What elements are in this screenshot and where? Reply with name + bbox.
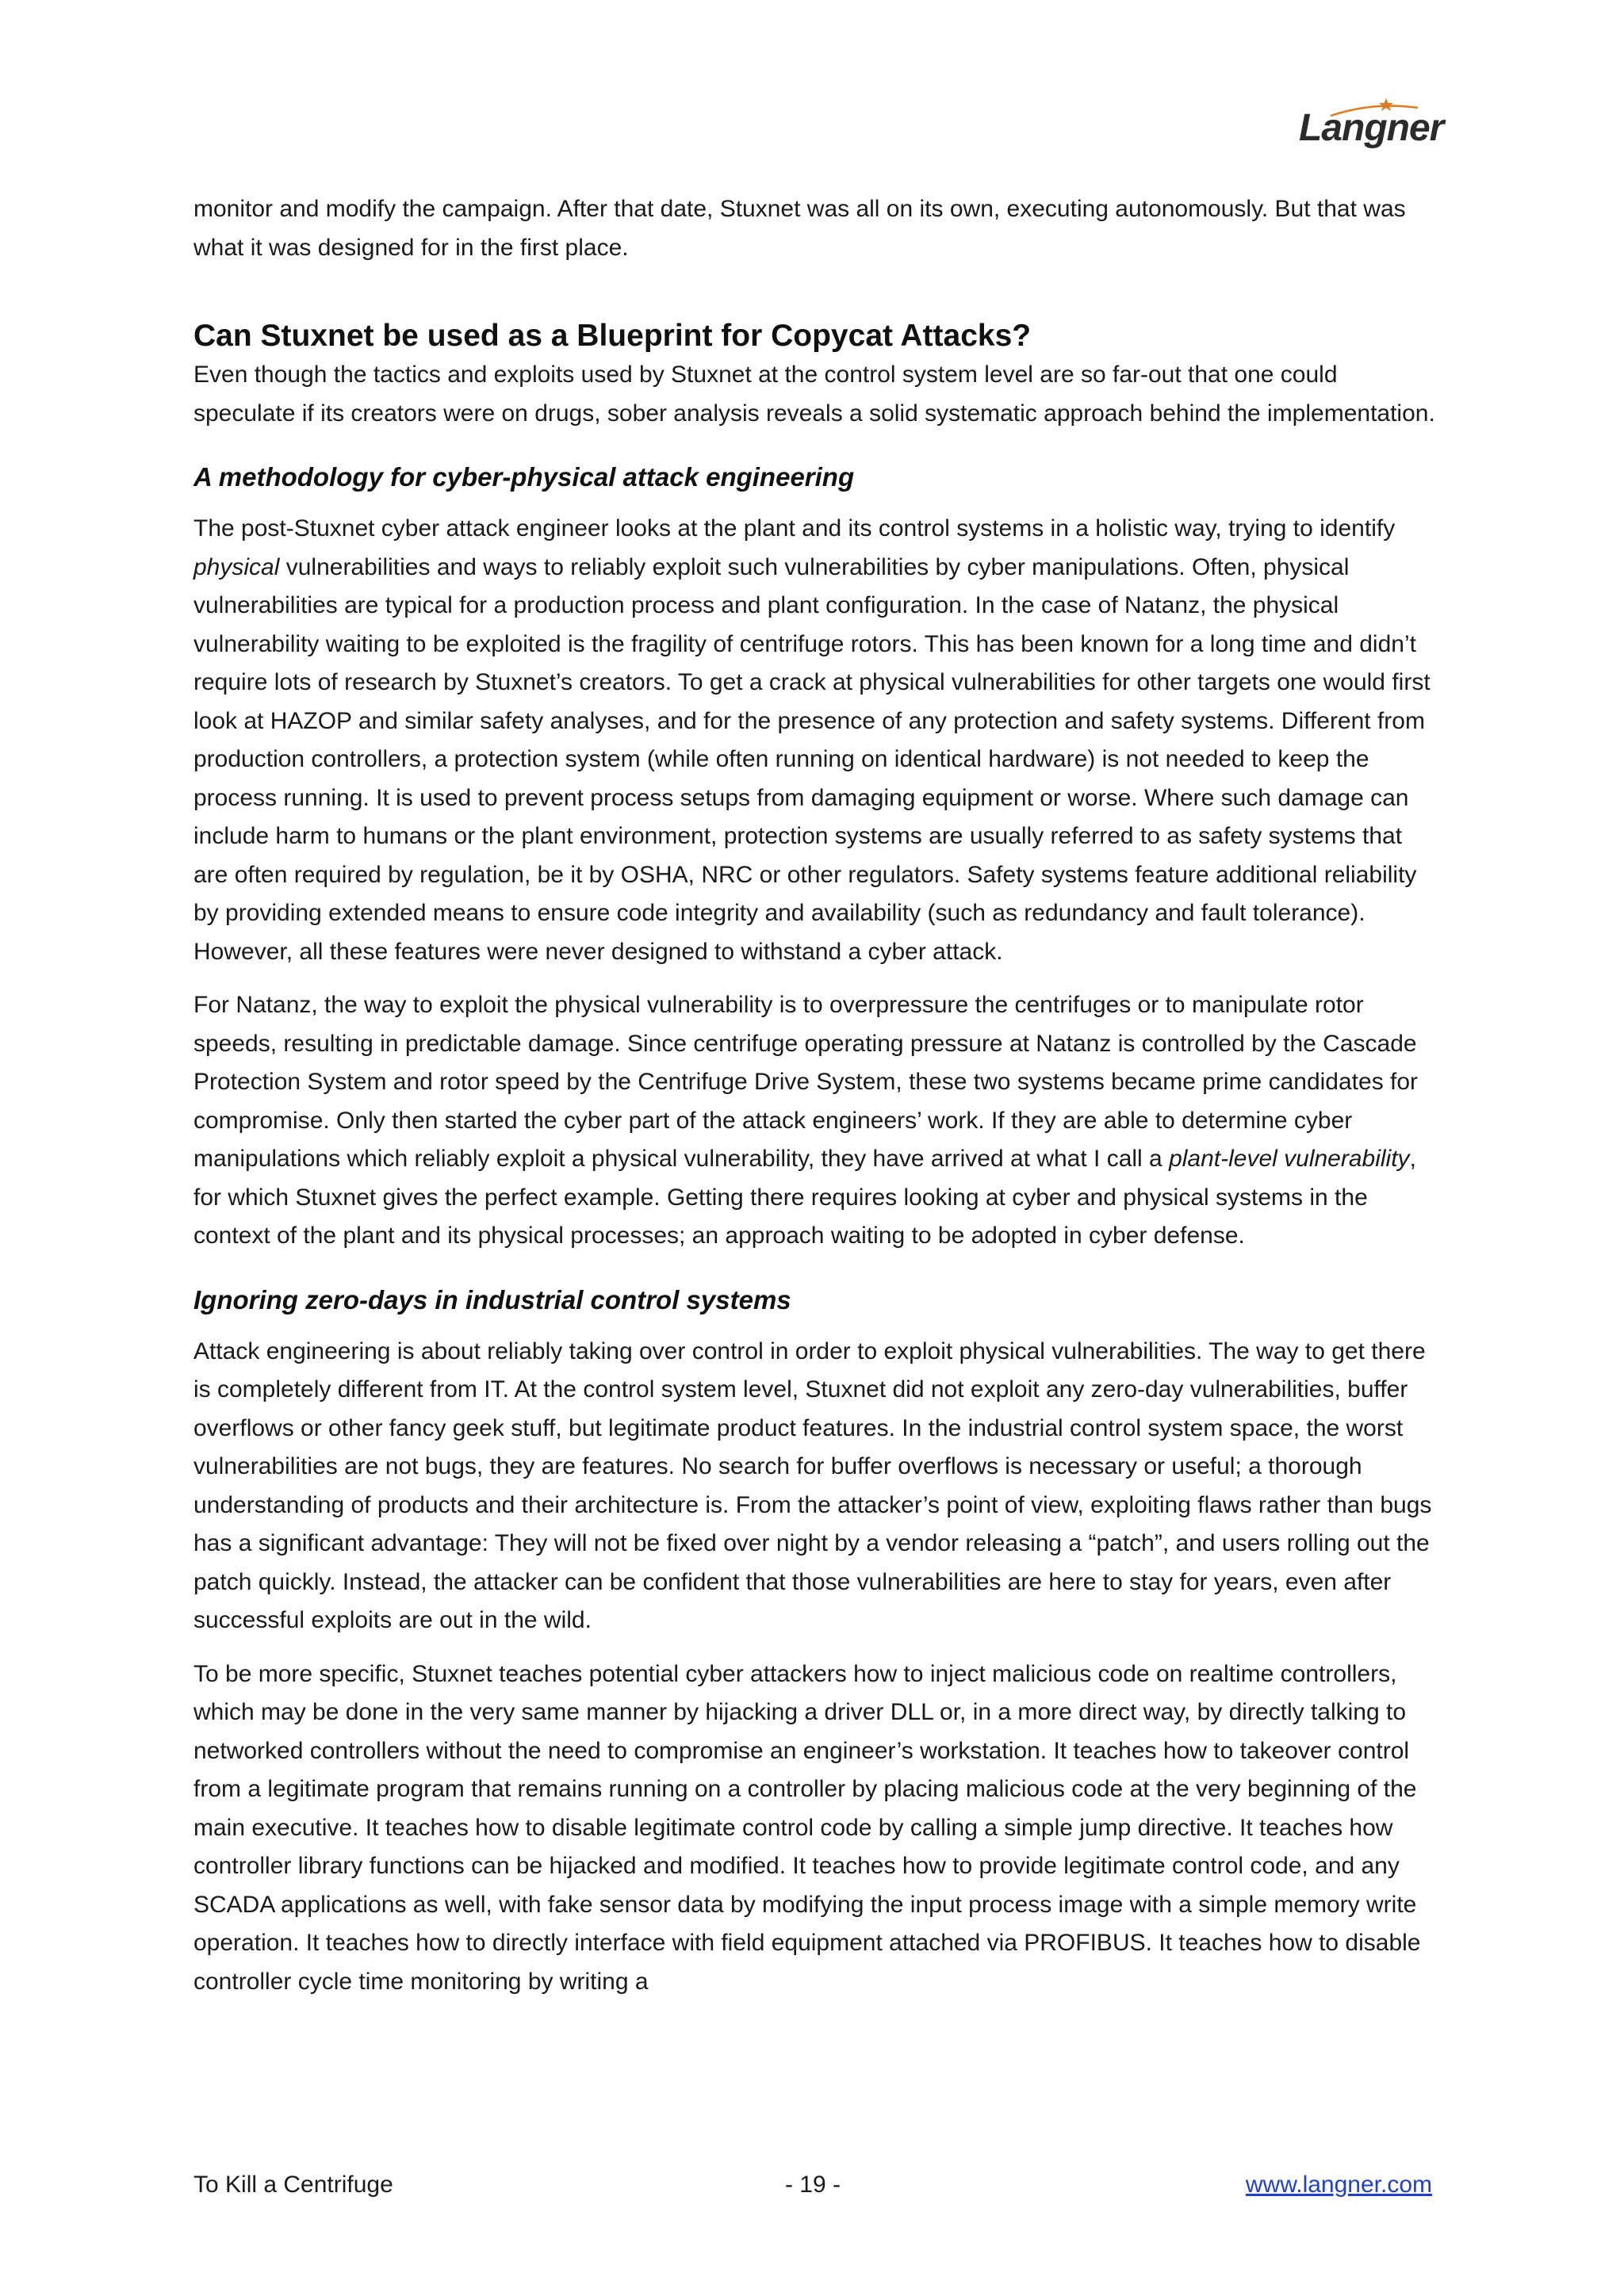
main-content	[193, 190, 1438, 2001]
emphasis-plant-level-vulnerability: plant-level vulnerability	[1169, 1146, 1410, 1172]
text-run: For Natanz, the way to exploit the physical vulnerability is to overpressure the centrifuges or to manipulate rotor speeds, resulting in predictable damage. Since centrifuge operating pressure at Natanz is controlled by the Cascade Protection System and rotor speed by the Centrifuge Drive System, these two systems became prime candidates for compromise. Only then started the cyber part of the attack engineers’ work. If they are able to determine cyber manipulations which reliably exploit a physical vulnerability, they have arrived at what I call a	[193, 992, 1419, 1172]
footer-document-title: To Kill a Centrifuge	[193, 2172, 393, 2198]
methodology-paragraph-2	[193, 986, 1438, 1256]
methodology-paragraph-1	[193, 510, 1438, 971]
langner-logo	[1299, 97, 1444, 157]
zero-days-paragraph-1: Attack engineering is about reliably taking over control in order to exploit physical vulnerabilities. The way to get there is completely different from IT. At the control system level, Stuxnet did not exploit any zero-day vulnerabilities, buffer overflows or other fancy geek stuff, but legitimate product features. In the industrial control system space, the worst vulnerabilities are not bugs, they are features. No search for buffer overflows is necessary or useful; a thorough understanding of products and their architecture is. From the attacker’s point of view, exploiting flaws rather than bugs has a significant advantage: They will not be fixed over night by a vendor releasing a “patch”, and users rolling out the patch quickly. Instead, the attacker can be confident that those vulnerabilities are here to stay for years, even after successful exploits are out in the wild.	[193, 1337, 1432, 1633]
intro-paragraph: monitor and modify the campaign. After that date, Stuxnet was all on its own, executing autonomously. But that was what it was designed for in the first place.	[193, 196, 1406, 261]
methodology-heading: A methodology for cyber-physical attack engineering	[193, 462, 855, 492]
text-run: vulnerabilities and ways to reliably exploit such vulnerabilities by cyber manipulations. Often, physical vulnerabilities are typical for a production process and plant configuration. In the case of Natanz, the physical vulnerability waiting to be exploited is the fragility of centrifuge rotors. This has been known for a long time and didn’t require lots of research by Stuxnet’s creators. To get a crack at physical vulnerabilities for other targets one would first look at HAZOP and similar safety analyses, and for the presence of any protection and safety systems. Different from production controllers, a protection system (while often running on identical hardware) is not needed to keep the process running. It is used to prevent process setups from damaging equipment or worse. Where such damage can include harm to humans or the plant environment, protection systems are usually referred to as safety systems that are often required by regulation, be it by OSHA, NRC or other regulators. Safety systems feature additional reliability by providing extended means to ensure code integrity and availability (such as redundancy and fault tolerance). However, all these features were never designed to withstand a cyber attack.	[193, 553, 1431, 965]
logo-text: Langner	[1299, 107, 1444, 149]
footer-page-number: - 19 -	[784, 2172, 841, 2198]
section-title: Can Stuxnet be used as a Blueprint for Copycat Attacks?	[193, 319, 1032, 353]
zero-days-heading: Ignoring zero-days in industrial control systems	[193, 1284, 791, 1314]
text-run: , for which Stuxnet gives the perfect example. Getting there requires looking at cyber and physical systems in the context of the plant and its physical processes; an approach waiting to be adopted in cyber defense.	[193, 1146, 1416, 1249]
footer-website-link[interactable]: www.langner.com	[1245, 2172, 1432, 2198]
section-paragraph: Even though the tactics and exploits used by Stuxnet at the control system level are so far-out that one could speculate if its creators were on drugs, sober analysis reveals a solid systematic approach behind the implementation.	[193, 362, 1435, 427]
page-footer	[193, 2169, 1432, 2201]
emphasis-physical: physical	[193, 553, 280, 580]
zero-days-paragraph-2: To be more specific, Stuxnet teaches potential cyber attackers how to inject malicious code on realtime controllers, which may be done in the very same manner by hijacking a driver DLL or, in a more direct way, by directly talking to networked controllers without the need to compromise an engineer’s workstation. It teaches how to takeover control from a legitimate program that remains running on a controller by placing malicious code at the very beginning of the main executive. It teaches how to disable legitimate control code by calling a simple jump directive. It teaches how controller library functions can be hijacked and modified. It teaches how to provide legitimate control code, and any SCADA applications as well, with fake sensor data by modifying the input process image with a simple memory write operation. It teaches how to directly interface with field equipment attached via PROFIBUS. It teaches how to disable controller cycle time monitoring by writing a	[193, 1660, 1421, 1995]
text-run: The post-Stuxnet cyber attack engineer looks at the plant and its control systems in a holistic way, trying to identify	[193, 515, 1396, 541]
